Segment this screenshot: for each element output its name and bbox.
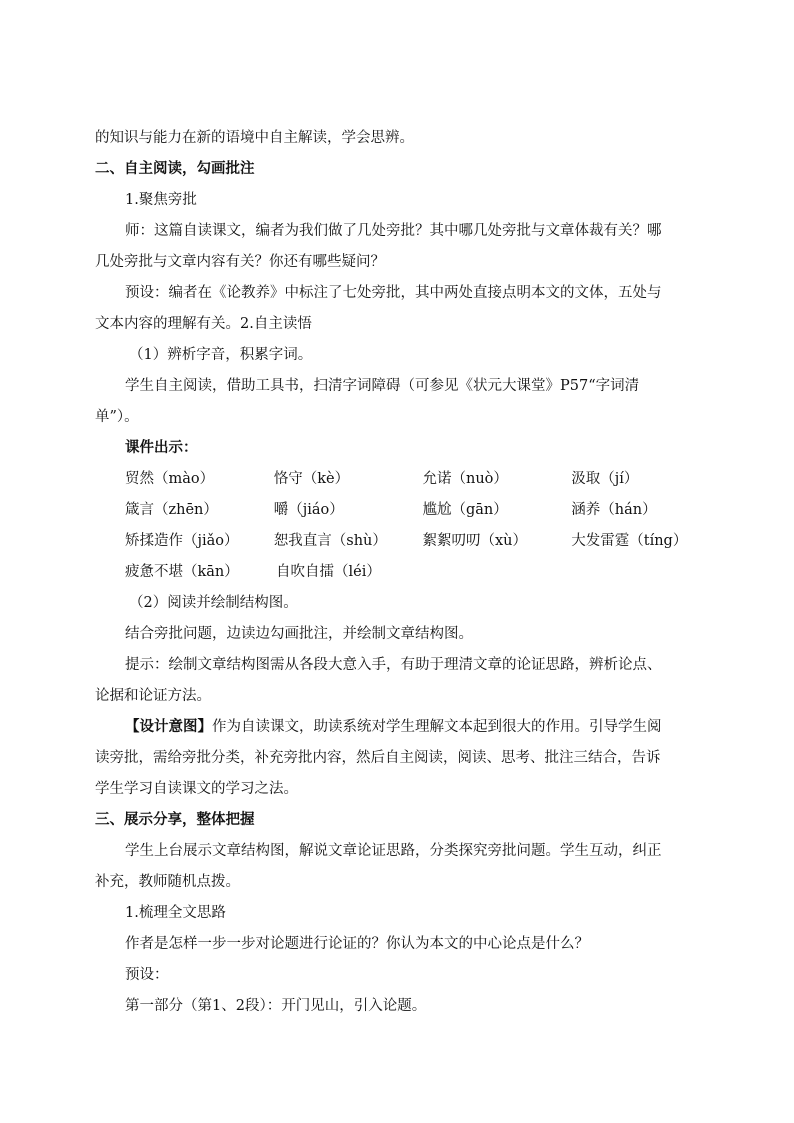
design-intent-text: 作为自读课文，助读系统对学生理解文本起到很大的作用。引导学生阅 — [212, 719, 662, 735]
subsection-heading: 1.聚焦旁批 — [125, 192, 197, 208]
word-item: 大发雷霆（tíng） — [571, 533, 688, 549]
word-item: 汲取（jí） — [571, 471, 639, 487]
question-item: （1）辨析字音，积累字词。 — [129, 347, 313, 363]
word-row — [125, 469, 720, 500]
word-row — [125, 531, 720, 562]
word-item: 矫揉造作（jiǎo） — [125, 533, 239, 549]
word-item: 恕我直言（shù） — [273, 533, 387, 549]
paragraph-line: 补充，教师随机点拨。 — [95, 874, 240, 890]
subsection-heading: 1.梳理全文思路 — [125, 905, 226, 921]
word-item: 絮絮叨叨（xù） — [422, 533, 528, 549]
paragraph-line: 师：这篇自读课文，编者为我们做了几处旁批？其中哪几处旁批与文章体裁有关？哪 — [125, 223, 662, 239]
paragraph-line: 结合旁批问题，边读边勾画批注，并绘制文章结构图。 — [125, 626, 473, 642]
word-item: 尴尬（gān） — [422, 502, 508, 518]
courseware-label: 课件出示： — [125, 440, 198, 456]
paragraph-line: 的知识与能力在新的语境中自主解读，学会思辨。 — [95, 130, 414, 146]
paragraph-line: 预设：编者在《论教养》中标注了七处旁批，其中两处直接点明本文的文体，五处与 — [125, 285, 662, 301]
word-row — [125, 562, 720, 593]
paragraph-line: 提示：绘制文章结构图需从各段大意入手，有助于理清文章的论证思路，辨析论点、 — [125, 657, 662, 673]
word-item: 允诺（nuò） — [422, 471, 508, 487]
word-item: 涵养（hán） — [571, 502, 657, 518]
word-item: 自吹自擂（léi） — [276, 564, 381, 580]
word-table — [95, 469, 720, 593]
paragraph-line: 论据和论证方法。 — [95, 688, 211, 704]
section-heading-2: 二、自主阅读，勾画批注 — [95, 161, 255, 177]
paragraph-line: 单”）。 — [95, 409, 139, 425]
paragraph-line: 学生上台展示文章结构图，解说文章论证思路，分类探究旁批问题。学生互动，纠正 — [125, 843, 662, 859]
paragraph-line: 作者是怎样一步一步对论题进行论证的？你认为本文的中心论点是什么？ — [125, 936, 589, 952]
paragraph-line — [95, 717, 720, 748]
section-heading-3: 三、展示分享，整体把握 — [95, 812, 255, 828]
paragraph-line: 文本内容的理解有关。2.自主读悟 — [95, 316, 312, 332]
word-item: 贸然（mào） — [125, 471, 215, 487]
document-page — [95, 128, 720, 1027]
paragraph-line: 第一部分（第1、2段）：开门见山，引入论题。 — [125, 998, 427, 1014]
question-item: （2）阅读并绘制结构图。 — [129, 595, 298, 611]
word-item: 疲惫不堪（kān） — [125, 564, 239, 580]
word-item: 箴言（zhēn） — [125, 502, 218, 518]
word-item: 恪守（kè） — [273, 471, 350, 487]
word-row — [125, 500, 720, 531]
paragraph-line: 学生自主阅读，借助工具书，扫清字词障碍（可参见《状元大课堂》P57“字词清 — [125, 378, 640, 394]
paragraph-line: 读旁批，需给旁批分类，补充旁批内容，然后自主阅读，阅读、思考、批注三结合，告诉 — [95, 750, 661, 766]
design-intent-tag: 【设计意图】 — [125, 719, 212, 735]
paragraph-line: 几处旁批与文章内容有关？你还有哪些疑问？ — [95, 254, 385, 270]
paragraph-line: 预设： — [125, 967, 169, 983]
paragraph-line: 学生学习自读课文的学习之法。 — [95, 781, 298, 797]
word-item: 嚼（jiáo） — [273, 502, 344, 518]
